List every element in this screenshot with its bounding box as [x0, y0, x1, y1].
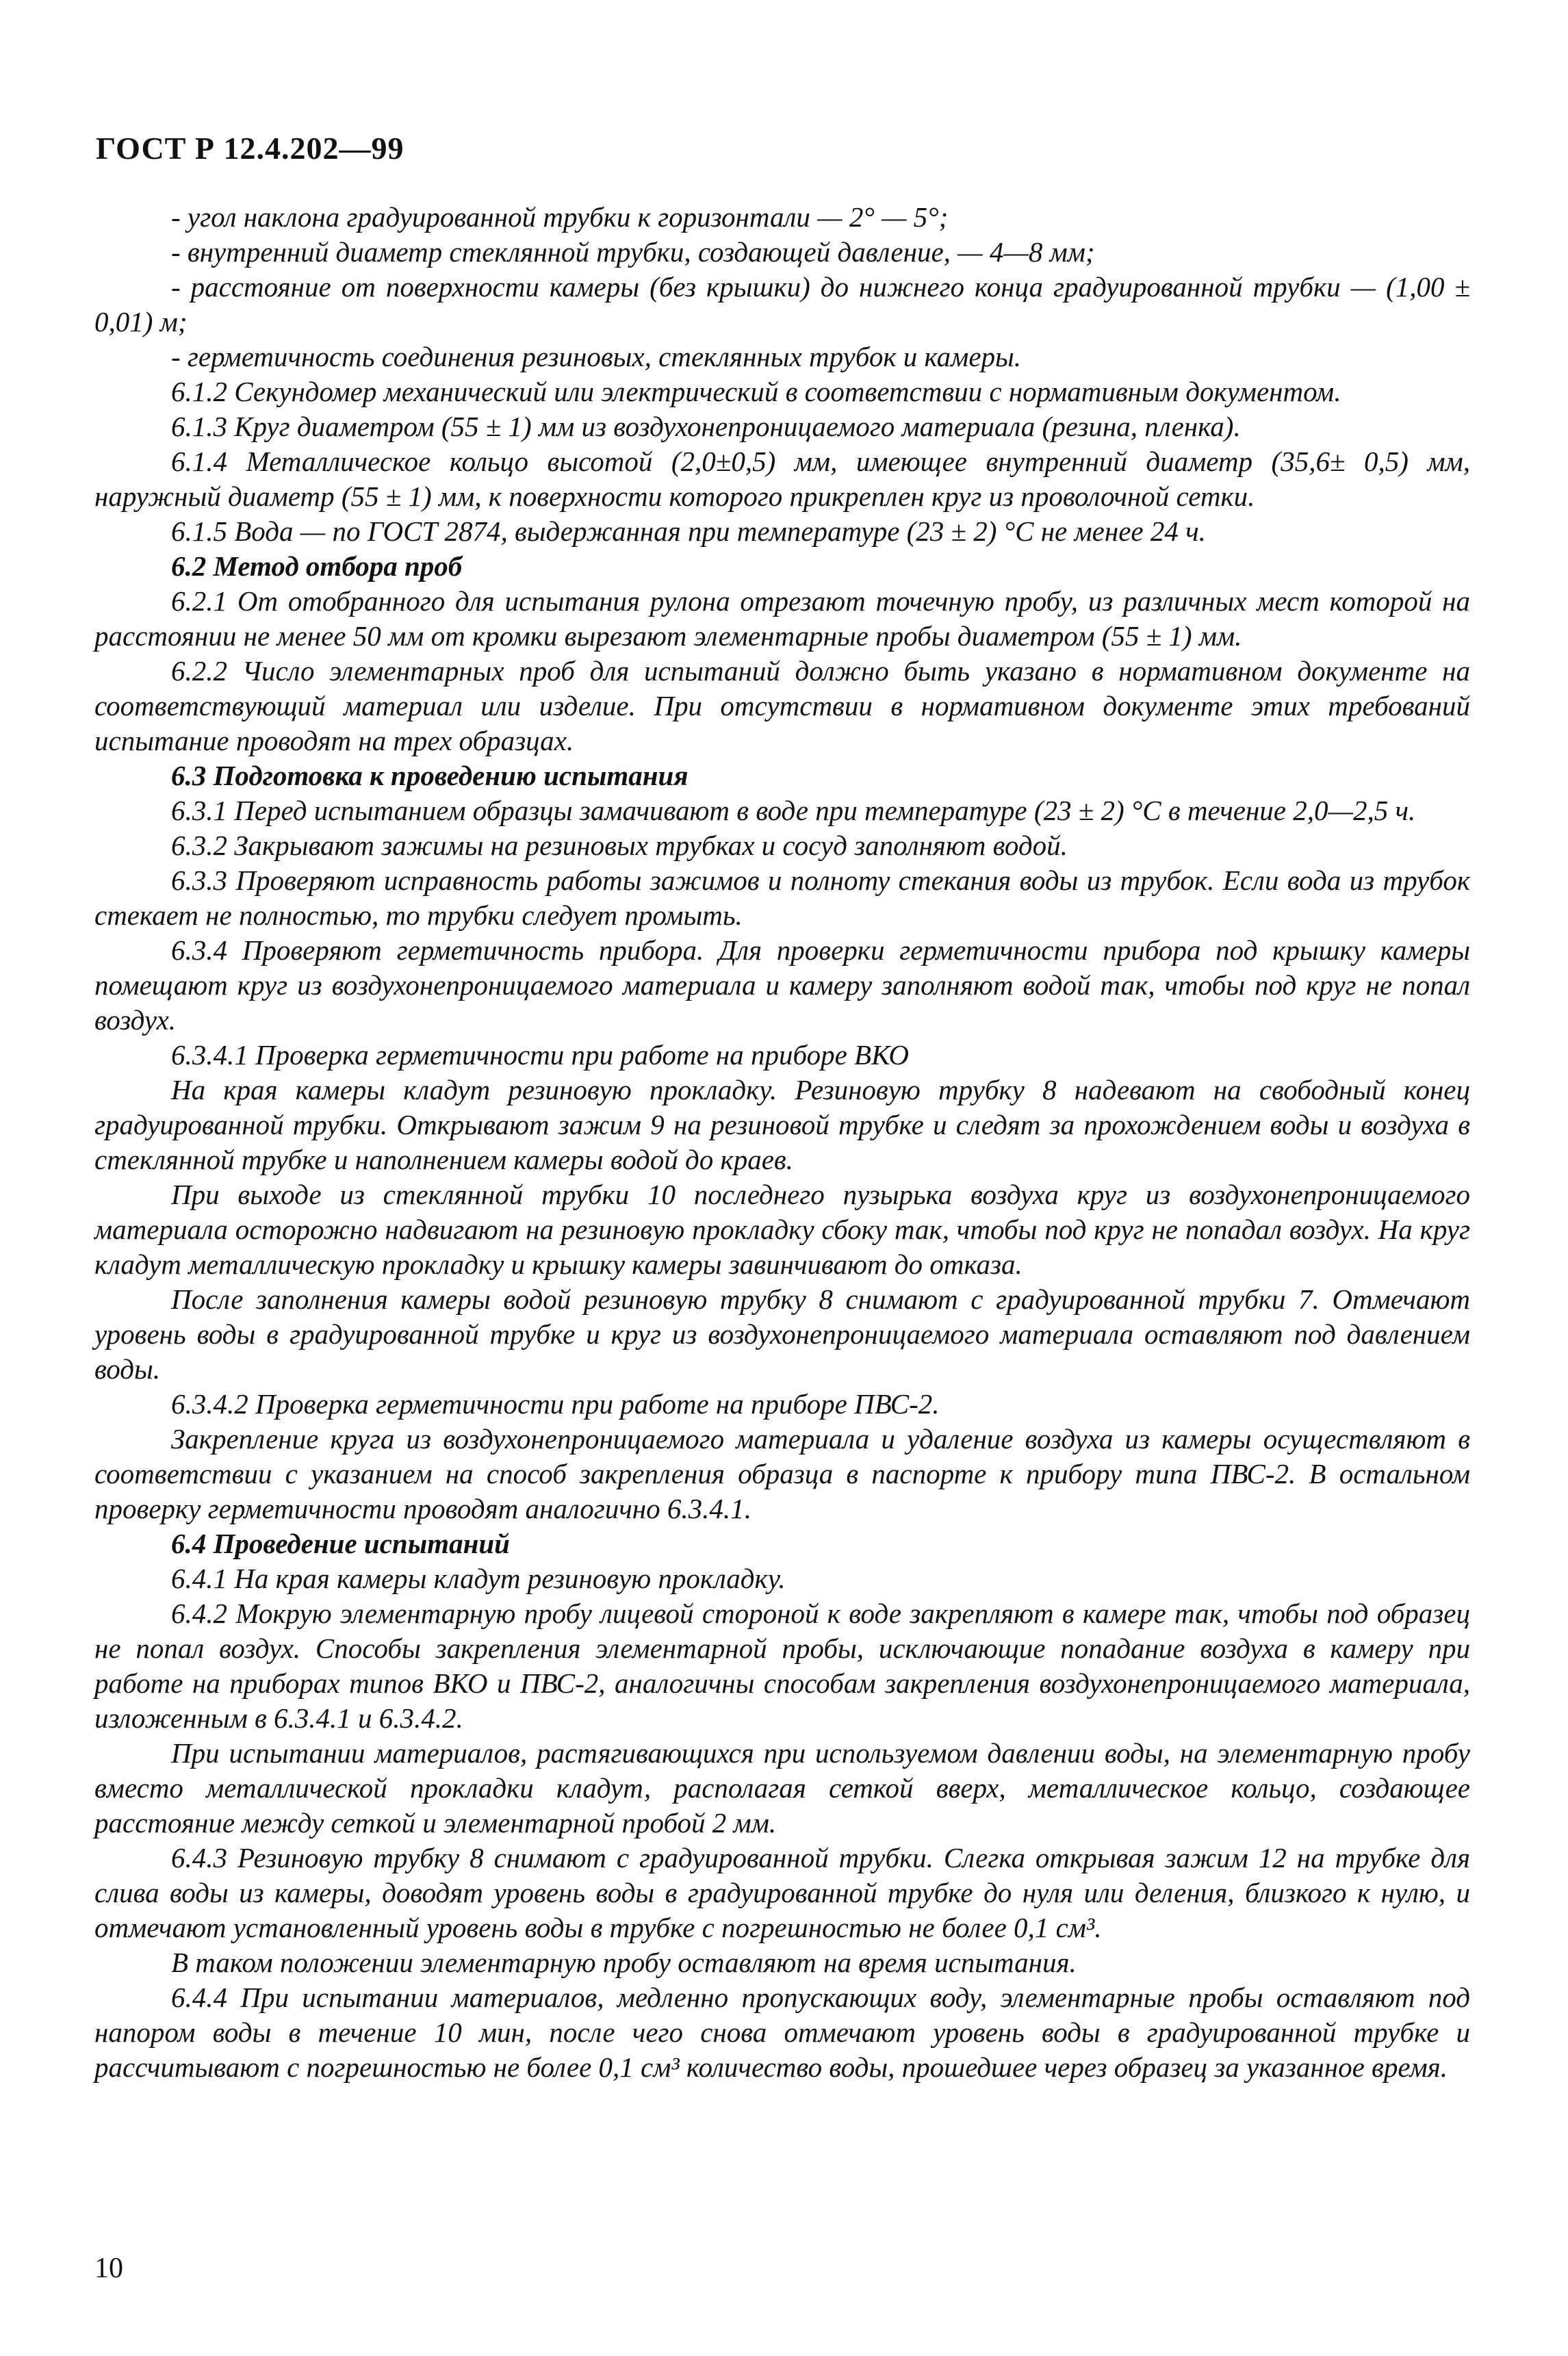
paragraph: 6.1.4 Металлическое кольцо высотой (2,0±0,5) мм, имеющее внутренний диаметр (35,6± 0,5) мм, наружный диаметр (55 ± 1) мм, к поверхности которого прикреплен круг из проволочной сетки. — [94, 446, 1470, 512]
paragraph: После заполнения камеры водой резиновую трубку 8 снимают с градуированной трубки 7. Отмечают уровень воды в градуированной трубке и круг из воздухонепроницаемого материала оставляют под давлением воды. — [94, 1283, 1470, 1385]
paragraph: 6.3.2 Закрывают зажимы на резиновых трубках и сосуд заполняют водой. — [171, 830, 1068, 861]
paragraph: На края камеры кладут резиновую прокладку. Резиновую трубку 8 надевают на свободный конец градуированной трубки. Открывают зажим 9 на резиновой трубке и следят за прохождением воды и воздуха в стеклянной трубке и наполнением камеры водой до краев. — [94, 1074, 1470, 1175]
section-heading: 6.2 Метод отбора проб — [171, 550, 463, 582]
paragraph: 6.4.4 При испытании материалов, медленно пропускающих воду, элементарные пробы оставляют под напором воды в течение 10 мин, после чего снова отмечают уровень воды в градуированной трубке и рассчитывают с погрешностью не более 0,1 см³ количество воды, прошедшее через образец за указанное время. — [94, 1982, 1470, 2083]
paragraph: - внутренний диаметр стеклянной трубки, создающей давление, — 4—8 мм; — [171, 236, 1095, 268]
document-header: ГОСТ Р 12.4.202—99 — [96, 131, 404, 166]
page-number: 10 — [94, 2253, 123, 2284]
section-heading: 6.4 Проведение испытаний — [171, 1528, 510, 1559]
paragraph: 6.4.3 Резиновую трубку 8 снимают с градуированной трубки. Слегка открывая зажим 12 на трубке для слива воды из камеры, доводят уровень воды в градуированной трубке до нуля или деления, близкого к нулю, и отмечают установленный уровень воды в трубке с погрешностью не более 0,1 см³. — [94, 1842, 1470, 1943]
paragraph: Закрепление круга из воздухонепроницаемого материала и удаление воздуха из камеры осуществляют в соответствии с указанием на способ закрепления образца в паспорте к прибору типа ПВС-2. В остальном проверку герметичности проводят аналогично 6.3.4.1. — [94, 1423, 1470, 1524]
paragraph: 6.3.4.1 Проверка герметичности при работе на приборе ВКО — [171, 1039, 910, 1071]
paragraph: - герметичность соединения резиновых, стеклянных трубок и камеры. — [171, 341, 1022, 372]
paragraph: - угол наклона градуированной трубки к горизонтали — 2° — 5°; — [171, 201, 949, 233]
paragraph: 6.3.3 Проверяют исправность работы зажимов и полноту стекания воды из трубок. Если вода из трубок стекает не полностью, то трубки следует промыть. — [94, 865, 1470, 931]
paragraph: 6.1.5 Вода — по ГОСТ 2874, выдержанная при температуре (23 ± 2) °С не менее 24 ч. — [171, 515, 1206, 547]
paragraph: - расстояние от поверхности камеры (без крышки) до нижнего конца градуированной трубки — (1,00 ± 0,01) м; — [94, 271, 1470, 337]
section-heading: 6.3 Подготовка к проведению испытания — [171, 760, 689, 791]
paragraph: 6.4.1 На края камеры кладут резиновую прокладку. — [171, 1563, 786, 1594]
paragraph: 6.4.2 Мокрую элементарную пробу лицевой стороной к воде закрепляют в камере так, чтобы под образец не попал воздух. Способы закрепления элементарной пробы, исключающие попадание воздуха в камеру при работе на приборах типов ВКО и ПВС-2, аналогичны способам закрепления воздухонепроницаемого материала, изложенным в 6.3.4.1 и 6.3.4.2. — [94, 1598, 1470, 1734]
paragraph: 6.3.1 Перед испытанием образцы замачивают в воде при температуре (23 ± 2) °С в течение 2,0—2,5 ч. — [171, 795, 1416, 826]
paragraph: 6.3.4.2 Проверка герметичности при работе на приборе ПВС-2. — [171, 1388, 940, 1420]
paragraph: 6.1.2 Секундомер механический или электрический в соответствии с нормативным документом. — [171, 376, 1341, 407]
paragraph: В таком положении элементарную пробу оставляют на время испытания. — [171, 1947, 1077, 1978]
paragraph: При испытании материалов, растягивающихся при используемом давлении воды, на элементарную пробу вместо металлической прокладки кладут, располагая сеткой вверх, металлическое кольцо, создающее расстояние между сеткой и элементарной пробой 2 мм. — [94, 1737, 1470, 1839]
paragraph: 6.2.2 Число элементарных проб для испытаний должно быть указано в нормативном документе на соответствующий материал или изделие. При отсутствии в нормативном документе этих требований испытание проводят на трех образцах. — [94, 655, 1470, 756]
paragraph: 6.1.3 Круг диаметром (55 ± 1) мм из воздухонепроницаемого материала (резина, пленка). — [171, 411, 1241, 442]
paragraph: При выходе из стеклянной трубки 10 последнего пузырька воздуха круг из воздухонепроницаемого материала осторожно надвигают на резиновую прокладку сбоку так, чтобы под круг не попадал воздух. На круг кладут металлическую прокладку и крышку камеры завинчивают до отказа. — [94, 1179, 1470, 1280]
paragraph: 6.3.4 Проверяют герметичность прибора. Для проверки герметичности прибора под крышку камеры помещают круг из воздухонепроницаемого материала и камеру заполняют водой так, чтобы под круг не попал воздух. — [94, 934, 1470, 1036]
document-body — [94, 200, 1470, 2085]
paragraph: 6.2.1 От отобранного для испытания рулона отрезают точечную пробу, из различных мест которой на расстоянии не менее 50 мм от кромки вырезают элементарные пробы диаметром (55 ± 1) мм. — [94, 585, 1470, 652]
